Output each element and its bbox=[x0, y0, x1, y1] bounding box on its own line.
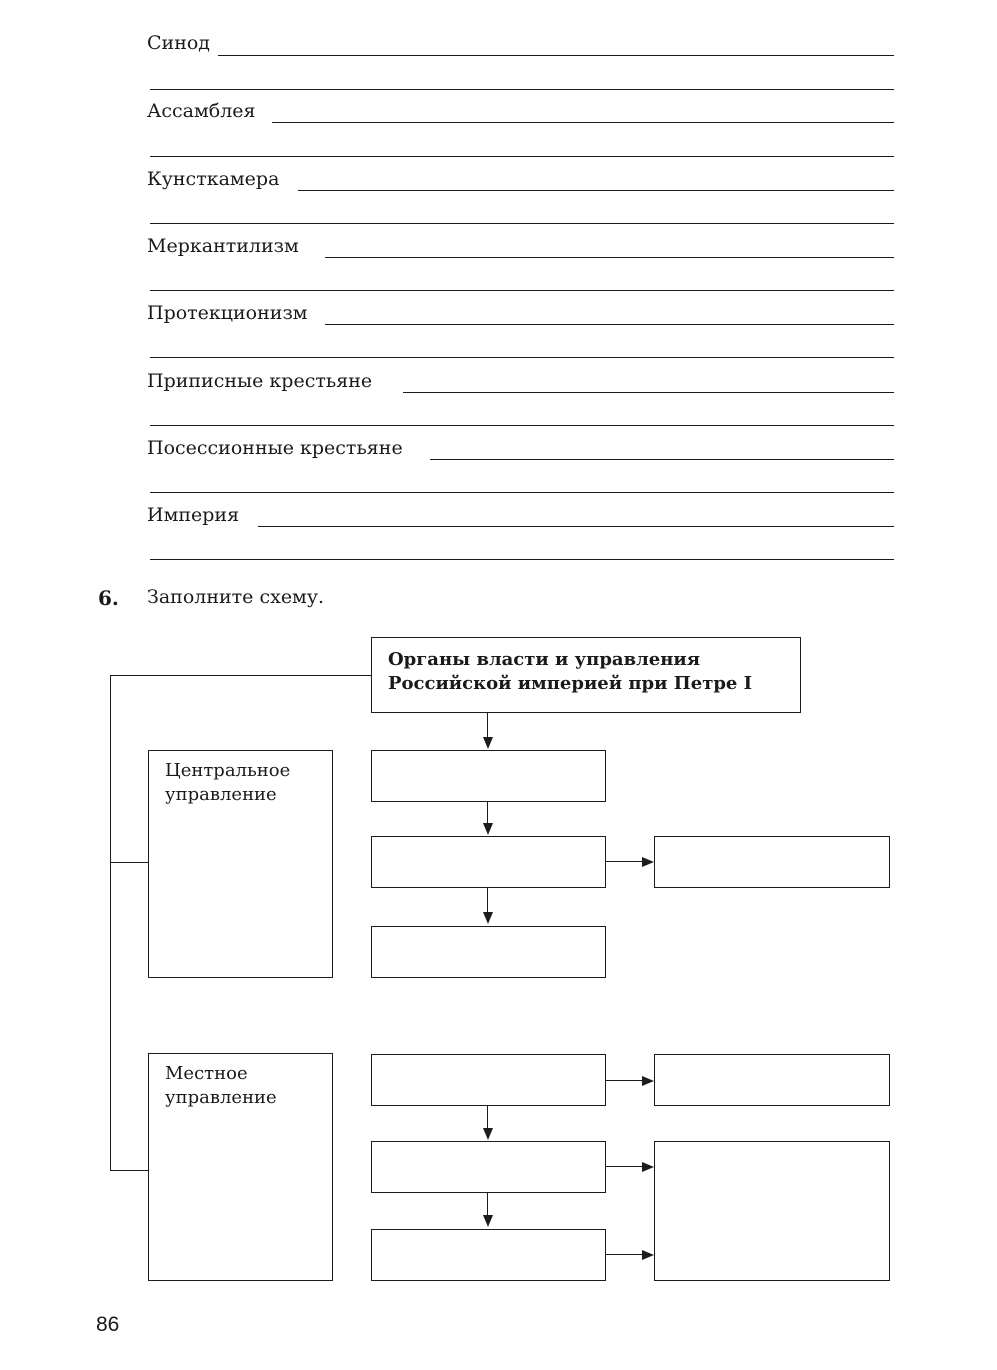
answer-box-central-2[interactable] bbox=[371, 836, 606, 888]
arrow-right-icon bbox=[642, 1162, 654, 1172]
answer-line[interactable] bbox=[150, 559, 894, 560]
task-number: 6. bbox=[98, 586, 119, 610]
connector-line bbox=[487, 1106, 488, 1130]
term-assamblea: Ассамблея bbox=[147, 100, 256, 122]
answer-line[interactable] bbox=[150, 425, 894, 426]
answer-line[interactable] bbox=[430, 459, 894, 460]
answer-box-local-2[interactable] bbox=[371, 1141, 606, 1193]
local-management-label bbox=[149, 1054, 332, 1110]
answer-line[interactable] bbox=[298, 190, 894, 191]
connector-line bbox=[110, 1170, 149, 1171]
arrow-down-icon bbox=[483, 1128, 493, 1140]
connector-line bbox=[487, 888, 488, 914]
arrow-down-icon bbox=[483, 737, 493, 749]
answer-box-local-side-2[interactable] bbox=[654, 1141, 890, 1281]
connector-line bbox=[110, 675, 111, 1171]
answer-line[interactable] bbox=[150, 223, 894, 224]
term-posessionnye: Посессионные крестьяне bbox=[147, 437, 403, 459]
local-label-line2: управление bbox=[165, 1087, 277, 1108]
arrow-down-icon bbox=[483, 823, 493, 835]
arrow-right-icon bbox=[642, 857, 654, 867]
answer-line[interactable] bbox=[403, 392, 894, 393]
connector-line bbox=[606, 1166, 642, 1167]
term-sinod: Синод bbox=[147, 32, 211, 54]
connector-line bbox=[487, 1193, 488, 1217]
answer-line[interactable] bbox=[150, 492, 894, 493]
connector-line bbox=[110, 675, 372, 676]
answer-line[interactable] bbox=[325, 324, 894, 325]
arrow-down-icon bbox=[483, 912, 493, 924]
connector-line bbox=[110, 862, 149, 863]
arrow-right-icon bbox=[642, 1250, 654, 1260]
answer-line[interactable] bbox=[218, 55, 894, 56]
local-label-line1: Местное bbox=[165, 1063, 248, 1084]
answer-line[interactable] bbox=[150, 290, 894, 291]
root-title-line1: Органы власти и управления bbox=[388, 649, 701, 670]
term-imperia: Империя bbox=[147, 504, 240, 526]
answer-box-central-1[interactable] bbox=[371, 750, 606, 802]
root-box bbox=[371, 637, 801, 713]
arrow-right-icon bbox=[642, 1076, 654, 1086]
central-label-line1: Центральное bbox=[165, 760, 291, 781]
connector-line bbox=[606, 861, 642, 862]
connector-line bbox=[606, 1254, 642, 1255]
answer-line[interactable] bbox=[258, 526, 894, 527]
connector-line bbox=[487, 713, 488, 739]
answer-line[interactable] bbox=[150, 156, 894, 157]
term-pripisnye: Приписные крестьяне bbox=[147, 370, 373, 392]
connector-line bbox=[606, 1080, 642, 1081]
term-merkantilizm: Меркантилизм bbox=[147, 235, 299, 257]
arrow-down-icon bbox=[483, 1215, 493, 1227]
root-box-title bbox=[372, 638, 800, 696]
answer-box-local-3[interactable] bbox=[371, 1229, 606, 1281]
connector-line bbox=[487, 802, 488, 824]
root-title-line2: Российской империей при Петре I bbox=[388, 673, 753, 694]
central-management-box bbox=[148, 750, 333, 978]
answer-line[interactable] bbox=[150, 357, 894, 358]
answer-box-central-3[interactable] bbox=[371, 926, 606, 978]
central-management-label bbox=[149, 751, 332, 807]
answer-line[interactable] bbox=[325, 257, 894, 258]
page-number: 86 bbox=[96, 1313, 120, 1336]
local-management-box bbox=[148, 1053, 333, 1281]
central-label-line2: управление bbox=[165, 784, 277, 805]
answer-box-central-side[interactable] bbox=[654, 836, 890, 888]
term-kunstkamera: Кунсткамера bbox=[147, 168, 280, 190]
answer-line[interactable] bbox=[272, 122, 894, 123]
answer-line[interactable] bbox=[150, 89, 894, 90]
answer-box-local-1[interactable] bbox=[371, 1054, 606, 1106]
answer-box-local-side-1[interactable] bbox=[654, 1054, 890, 1106]
task-instruction: Заполните схему. bbox=[147, 586, 325, 608]
term-protekcionizm: Протекционизм bbox=[147, 302, 308, 324]
